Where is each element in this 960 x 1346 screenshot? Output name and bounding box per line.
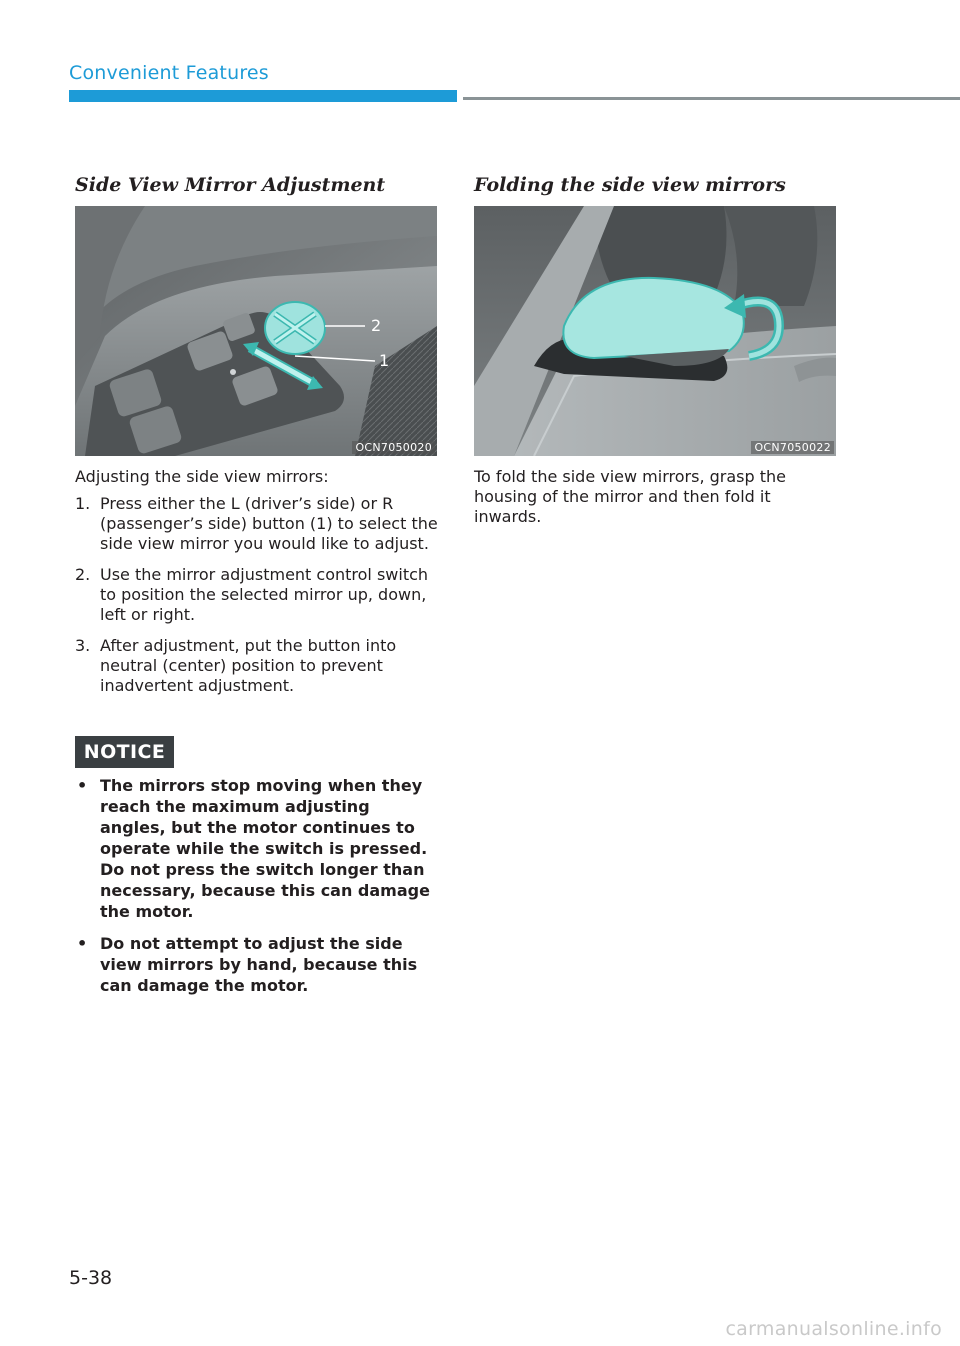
step-number: 3. [75,636,91,655]
step-text: Use the mirror adjustment control switch to position the selected mirror up, down, left or right. [100,565,429,624]
mirror-adjustment-heading: Side View Mirror Adjustment [75,174,386,196]
mirror-switch-drawing [75,206,437,456]
folding-mirrors-heading: Folding the side view mirrors [474,174,786,196]
callout-1: 1 [379,351,390,370]
notice-badge: NOTICE [75,736,174,768]
step-text: After adjustment, put the button into neutral (center) position to prevent inadvertent adjustment. [100,636,397,695]
header-accent-bar [69,90,457,102]
watermark: carmanualsonline.info [725,1318,942,1340]
section-header-title: Convenient Features [69,62,269,84]
adjustment-steps [75,494,440,707]
step-item [75,565,440,625]
bullet-icon: • [77,776,88,795]
mirror-fold-illustration [474,206,836,456]
notice-list [75,775,440,1007]
figure-code-left: OCN7050020 [352,441,435,454]
mirror-fold-drawing [474,206,836,456]
step-text: Press either the L (driver’s side) or R (passenger’s side) button (1) to select the side view mirror you would like to adjust. [100,494,438,553]
step-number: 2. [75,565,91,584]
page-number: 5-38 [69,1267,113,1289]
step-item [75,636,440,696]
notice-text: The mirrors stop moving when they reach the maximum adjusting angles, but the motor continues to operate while the switch is pressed. Do not press the switch longer than necessary, because this can damage the motor. [100,776,430,921]
figure-code-right: OCN7050022 [751,441,834,454]
notice-text: Do not attempt to adjust the side view mirrors by hand, because this can damage the motor. [100,934,418,995]
adjustment-intro: Adjusting the side view mirrors: [75,467,329,486]
callout-2: 2 [371,316,382,335]
notice-item [75,775,440,922]
notice-item [75,933,440,996]
folding-instructions: To fold the side view mirrors, grasp the housing of the mirror and then fold it inwards. [474,467,786,526]
step-number: 1. [75,494,91,513]
mirror-switch-illustration [75,206,437,456]
header-rule [463,97,960,100]
bullet-icon: • [77,934,88,953]
step-item [75,494,440,554]
